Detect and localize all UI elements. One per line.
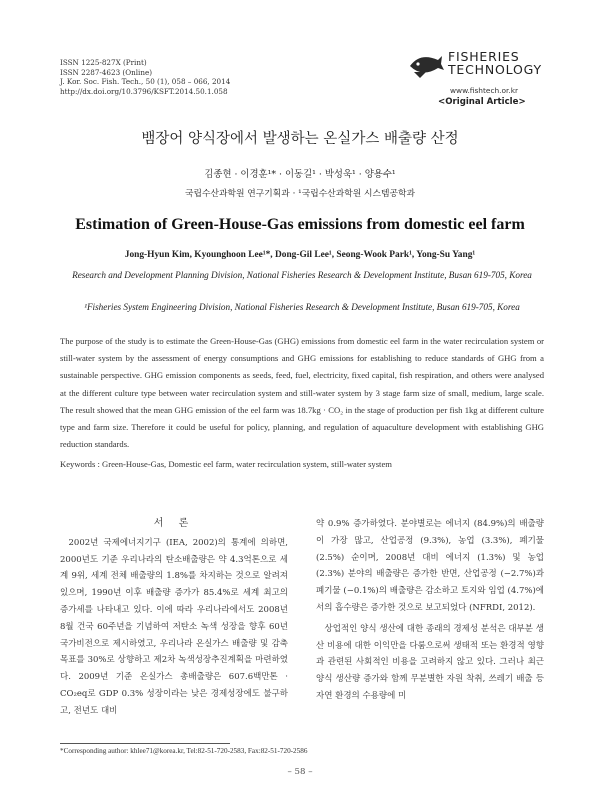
english-title: Estimation of Green-House-Gas emissions from domestic eel farm	[75, 216, 525, 233]
corresponding-author-footnote: *Corresponding author: khlee71@korea.kr, Tel:82-51-720-2583, Fax:82-51-720-2586	[60, 747, 308, 755]
fish-technology-logo-icon	[408, 50, 444, 80]
english-affiliation-2: ¹Fisheries System Engineering Division, National Fisheries Research & Development Institute, Busan 619-705, Korea	[84, 302, 520, 312]
logo-line-technology: TECHNOLOGY	[448, 62, 542, 77]
body-paragraph: 상업적인 양식 생산에 대한 종래의 경제성 분석은 대부분 생산 비용에 대한 이익만을 다룸으로써 생태적 또는 환경적 영향과 관련된 사회적인 비용을 고려하지 않고 있다. 그러나 최근 양식 생산량 증가와 함께 무분별한 자원 착취, 쓰레기 배출 등 자연 환경의 수용량에 미	[316, 623, 544, 701]
english-authors: Jong-Hyun Kim, Kyounghoon Lee¹*, Dong-Gil Lee¹, Seong-Wook Park¹, Yong-Su Yang¹	[124, 250, 476, 260]
keywords: Keywords : Green-House-Gas, Domestic eel farm, water recirculation system, still-water system	[60, 459, 392, 469]
page-number: – 58 –	[287, 767, 313, 777]
body-paragraph: 약 0.9% 증가하였다. 분야별로는 에너지 (84.9%)의 배출량이 가장 많고, 산업공정 (9.3%), 농업 (3.3%), 폐기물 (2.5%) 순이며, 2008년 대비 에너지 (1.3%) 및 농업 (2.3%) 분야의 배출량은 증가한 반면, 산업공정 (−2.7%)과 폐기물 (−0.1%)의 배출량은 감소하고 토지와 임업 (4.7%)에서의 흡수량은 증가한 것으로 보고되었다 (NFRDI, 2012).	[316, 519, 544, 613]
article-type: <Original Article>	[438, 97, 526, 107]
body-paragraph: 2002년 국제에너지기구 (IEA, 2002)의 통계에 의하면, 2000년도 기준 우리나라의 탄소배출량은 약 4.3억톤으로 세계 9위, 세계 전체 배출량의 1.8%를 차지하는 것으로 알려져 있으며, 1990년 이후 배출량 증가가 85.4%로 세계 최고의 증가세를 나타내고 있다. 이에 따라 우리나라에서도 2008년 8월 건국 60주년을 기념하여 저탄소 녹색 성장을 향후 60년 국가비전으로 제시하였고, 우리나라 온실가스 배출량 및 감축목표를 30%로 상향하고 제2차 녹색성장추진계획을 마련하였다. 2009년 기준 온실가스 총배출량은 607.6백만톤 · CO₂eq로 GDP 0.3% 성장이라는 낮은 경제성장에도 불구하고, 전년도 대비	[60, 537, 288, 716]
section-title: 서 론	[153, 518, 195, 529]
korean-authors: 김종현 · 이경훈¹* · 이동길¹ · 박성욱¹ · 양용수¹	[204, 169, 396, 180]
logo-line-fisheries: FISHERIES	[448, 49, 520, 64]
logo-wordmark	[448, 50, 542, 76]
english-affiliation-1: Research and Development Planning Division, National Fisheries Research & Development Institute, Busan 619-705, Korea	[72, 270, 532, 280]
issn-print: ISSN 1225-827X (Print)	[60, 58, 147, 67]
abstract: The purpose of the study is to estimate the Green-House-Gas (GHG) emissions from domestic eel farm in the water recirculation system or still-water system by the assessment of energy consumptions and GHG emissions for establishing to reduce standards of GHG from a sustainable perspective. GHG emission components as seeds, feed, fuel, electricity, fixed capital, fish respiration, and others were analysed at the different culture type between water recirculation system and still-water system by 3 stage farm size of small, medium, large scale. The result showed that the mean GHG emission of the eel farm was 18.7kg · CO₂ in the stage of production per fish 1kg at different culture type and farm size. Therefore it could be useful for policy, planning, and regulation of aquaculture development with establishing GHG reduction standards.	[60, 336, 544, 450]
korean-title: 뱀장어 양식장에서 발생하는 온실가스 배출량 산정	[141, 131, 459, 147]
issn-online: ISSN 2287-4623 (Online)	[60, 67, 153, 77]
doi-link[interactable]: http://dx.doi.org/10.3796/KSFT.2014.50.1.058	[60, 86, 228, 96]
journal-metadata	[60, 58, 230, 96]
korean-affiliation: 국립수산과학원 연구기획과 · ¹국립수산과학원 시스템공학과	[185, 189, 415, 199]
body-left-column	[60, 516, 288, 720]
body-right-column	[316, 516, 544, 705]
journal-logo	[408, 48, 540, 110]
citation: J. Kor. Soc. Fish. Tech., 50 (1), 058 – 066, 2014	[60, 77, 231, 87]
journal-website[interactable]: www.fishtech.or.kr	[450, 86, 519, 95]
footnote-divider	[60, 743, 230, 744]
